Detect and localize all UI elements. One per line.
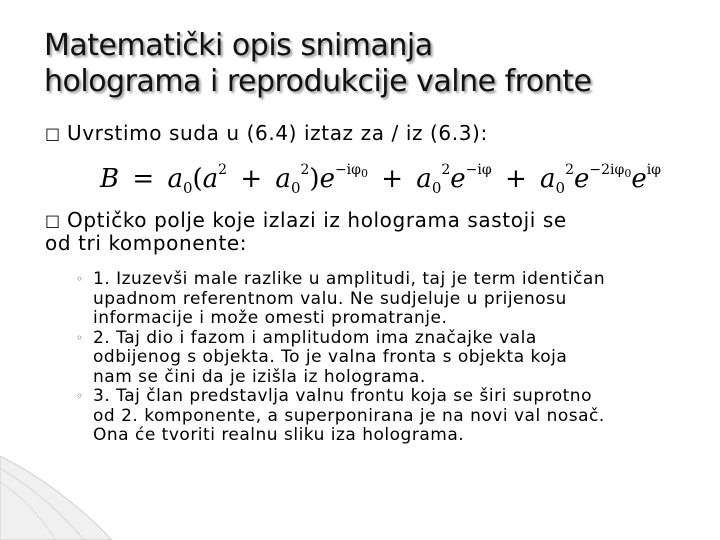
formula-paren-open: ( (192, 164, 203, 194)
formula-a: a (416, 164, 432, 194)
formula-sub: 0 (555, 179, 566, 197)
formula-plus: + (381, 164, 404, 194)
formula-e: e (574, 164, 590, 194)
slide-title (44, 28, 694, 100)
formula-a: a (275, 164, 291, 194)
circle-bullet-icon: ◦ (76, 272, 84, 286)
formula-e: e (631, 164, 647, 194)
list-item: ◦ 2. Taj dio i fazom i amplitudom ima značajke vala odbijenog s objekta. To je valna fronta s objekta koja nam se čini da je izišla iz holograma. (76, 327, 568, 387)
corner-decoration (0, 456, 120, 540)
formula-a: a (540, 164, 556, 194)
bullet-optical-field-text (45, 208, 707, 255)
formula-exp: −iφ0 (334, 162, 368, 180)
formula-paren-close: ) (309, 164, 320, 194)
list-item: ◦ 3. Taj član predstavlja valnu frontu koja se širi suprotno od 2. komponente, a superponirana je na novi val nosač. Ona će tvoriti realnu sliku iza holograma. (76, 386, 605, 445)
formula-exp: 2 (218, 162, 228, 178)
circle-bullet-icon: ◦ (76, 330, 84, 345)
square-bullet-icon: □ (45, 211, 61, 230)
square-bullet-icon: □ (45, 124, 61, 143)
formula-e: e (450, 164, 466, 194)
slide-title-line-1: Matematički opis snimanja (44, 28, 433, 63)
formula-lhs: B (100, 164, 120, 194)
list-item: ◦ 1. Izuzevši male razlike u amplitudi, taj je term identičan upadnom referentnom valu. Ne sudjeluje u prijenosu informacije i može omesti promatranje. (76, 269, 606, 328)
formula-sub: 0 (182, 179, 193, 197)
component-list (76, 270, 696, 446)
formula-exp: 2 (565, 162, 574, 178)
formula-sub: 0 (431, 179, 442, 197)
formula-a: a (167, 164, 183, 194)
formula-a: a (202, 164, 219, 194)
formula-plus: + (504, 164, 527, 194)
formula-e: e (319, 164, 335, 194)
formula-exp: 2 (300, 162, 310, 178)
hologram-formula (100, 150, 661, 197)
formula-exp: 2 (441, 162, 451, 178)
circle-bullet-icon: ◦ (76, 389, 84, 403)
bullet-optical-field-line-1: Optičko polje koje izlazi iz holograma sastoji se (67, 208, 567, 232)
formula-plus: + (240, 164, 263, 194)
bullet-optical-field-line-2: od tri komponente: (45, 231, 248, 255)
slide-title-line-2: holograma i reprodukcije valne fronte (44, 64, 592, 99)
formula-equals: = (132, 164, 155, 194)
bullet-substitution-text: Uvrstimo suda u (6.4) iztaz za / iz (6.3): (67, 121, 488, 145)
formula-sub: 0 (290, 179, 301, 197)
formula-exp: −2iφ0 (589, 162, 632, 180)
formula-exp: −iφ (465, 162, 492, 178)
formula-exp: iφ (646, 162, 661, 178)
